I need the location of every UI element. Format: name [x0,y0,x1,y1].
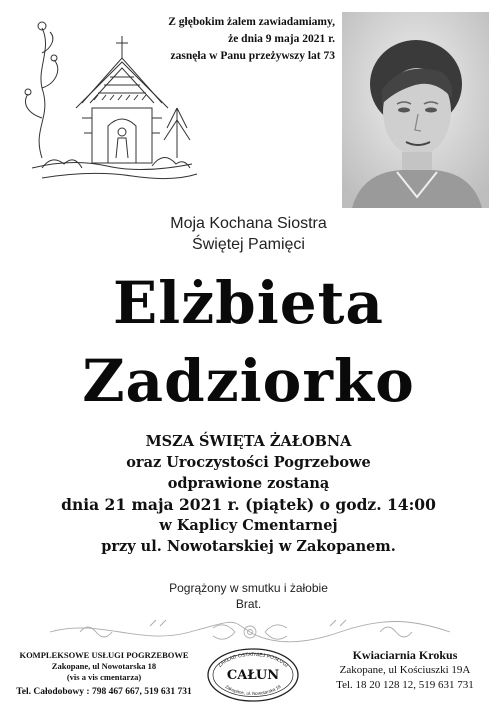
funeral-home-name: KOMPLEKSOWE USŁUGI POGRZEBOWE [19,650,189,660]
mass-address: przy ul. Nowotarskiej w Zakopanem. [101,538,396,555]
logo-top-text: ZAKŁAD OSTATNIEJ POSŁUGI [217,651,289,669]
calun-logo-icon [205,646,301,704]
funeral-mass-details [0,431,497,557]
florist-address: Zakopane, ul Kościuszki 19A [339,664,471,676]
subtitle-memory: Świętej Pamięci [192,236,305,253]
florist-info [316,648,494,693]
florist-name: Kwiaciarnia Krokus [352,648,458,662]
mass-heading: MSZA ŚWIĘTA ŻAŁOBNA [145,433,352,450]
mass-date-time: dnia 21 maja 2021 r. (piątek) o godz. 14:00 [61,495,436,514]
logo-address: Zakopane, ul. Nowotarska 18 [224,683,282,697]
floral-ornament-icon [40,614,460,650]
svg-text:Zakopane, ul. Nowotarska 18 [224,684,282,696]
announcement [165,14,335,65]
subtitle-relation: Moja Kochana Siostra [170,215,327,232]
announcement-line: zasnęła w Panu przeżywszy lat 73 [170,50,335,62]
portrait-photo [342,12,489,208]
florist-phone: Tel. 18 20 128 12, 519 631 731 [336,679,474,691]
funeral-home-info [6,650,202,698]
mass-line: oraz Uroczystości Pogrzebowe [126,454,371,471]
funeral-home-note: (vis a vis cmentarza) [66,672,142,682]
mass-location: w Kaplicy Cmentarnej [159,517,338,534]
mourners [0,580,497,612]
portrait-icon [342,12,489,208]
mourners-signature: Brat. [235,597,262,611]
deceased-first-name: Elżbieta [112,269,385,337]
relation-subtitle [0,213,497,255]
svg-text:ZAKŁAD OSTATNIEJ POSŁUGI [217,652,289,669]
mourners-line: Pogrążony w smutku i żałobie [169,581,328,595]
deceased-last-name: Zadziorko [82,347,415,415]
funeral-home-address: Zakopane, ul Nowotarska 18 [51,661,157,671]
mass-line: odprawione zostaną [167,475,330,492]
funeral-home-phone: Tel. Całodobowy : 798 467 667, 519 631 731 [16,687,192,697]
announcement-line: że dnia 9 maja 2021 r. [228,33,335,45]
logo-name: CAŁUN [226,668,280,683]
announcement-line: Z głębokim żalem zawiadamiamy, [168,16,335,28]
